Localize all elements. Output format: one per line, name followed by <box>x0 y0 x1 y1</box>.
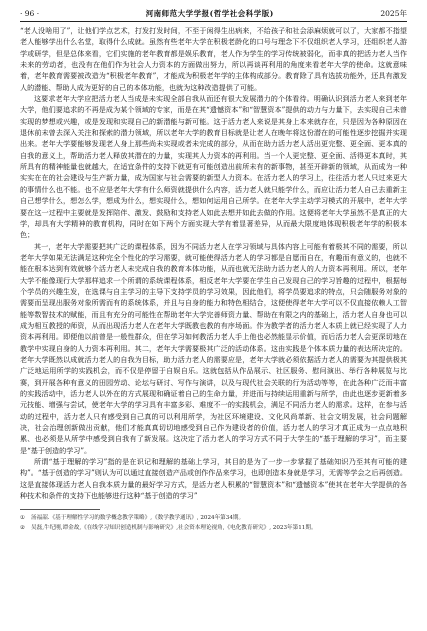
footnote-divider <box>20 509 100 510</box>
paragraph: 其一，老年大学需要把其广泛的课程体系，因为不同活力老人在学习领域与具体内容上可能有着极其不同的需要，所以老年大学如果无法满足这种完全个性化的学习需要，就可能使得活力老人的学习都是自愿而自在，有趣而有意义的，也就不能在根本达到有效就够个活力老人未完成自我的教育本体功能，从而也就无法助力活力老人的人力资本再利用。所以，老年大学不能像现行大学那样追求一个所谓的系统课程体系，相反老年大学要在学生自己发现自己的学习旨趣的过程中，根据每个学员的兴趣生发，在选课与自主学习的主导下支持学员的学习效果，因此他们，将学员要追求的特点，只会随服务对象的需要而呈现出服务对象所需而有的系统体系，并且与自身的能力和特色相结合，这便使得老年大学可以不仅直接依赖人工智能等数智技术的赋能，而且有充分的可能性在帮助老年大学完善师资力量、帮助在有限之内的基础上，活力老人自身也可以成为相互教授的师资，从而出现活力老人在老年大学既教也教的有序场面。作为教学者的活力老人本质上就已经实现了人力资本再利用。即便他以前曾是一般性群众，但在学习如何教活力老人手上他也必然能显示价值，而后活力老人会更深切地在教学中实现自身的人力资本再利用。其二，老年大学需要极其广泛的活动体系。这由实践是个体本质力量的表达所决定的。老年大学既然以成就活力老人的自我为目标，助力活力老人的需要应是，老年大学就必须依据活力老人的需要为其提供极其广泛地运用所学的实践机会，而不仅是停留于自娱自乐。这就包括从作品展示、社区服务、慰问演出、举行各种展览与比赛，到开展各种有意义的田园劳动、论坛与研讨、写作与演讲，以及与现代社会关联的行为活动等等，在此各种广泛而丰富的实践活动中，活力老人以外在的方式展现和确证着自己的生命力量，并进而与持续运用重新与所学，由此也逐步更新着多元技能、增强与尝试，使老年大学的学习具有丰富多彩、难度不一的实践机会，满足不同活力老人的需求。这样，在参与活动的过程中，活力老人只有感受到自己真的可以利用所学，为社区环境建设、文化风尚革新、社会文明发展，社会问题解决，社会治理创新做出贡献，他们才能真真切切地感受到自己作为建设者的价值，活力老人的学习才真正成为一点点地积累、也必须是从所学中感受到自我有了新发展。这决定了活力老人的学习方式不同于大学生的“基于理解的学习”，而主要是“基于创造的学习”。 <box>20 241 407 455</box>
paragraph: 所谓“基于理解的学习”指的是在识记和理解的基础上学习，其目的是为了一步一步掌握了基础知识乃至其有可能的建构”。“基于创造的学习”则认为可以通过直接创造产品或创作作品来学习，也即创造本身就是学习，无需等学会之后再创造。这是直接体现活力老人自我本质力量的最好学习方式，是活力老人积累的“智慧资本”和“遗憾资本”使其在老年大学提供的各种技术和条件的支持下也能够进行这种“基于创造的学习” <box>20 457 407 501</box>
footnote-text: 汤福韶.《基于理解性学习的数学概念教学策略》,《数学教学通讯》, 2024年第34期。 <box>31 515 245 522</box>
footnote <box>20 523 407 533</box>
paragraph: 这要求老年大学应把活力老人当成是未实现全部自我从而还有很大发展潜力的个体看待。明确认识到活力老人来到老年大学，他们要追求的不再是成为某个领域的专家，而是在其“遗憾资本”和“智慧资本”提供的动力与力量下，去实现自己未曾实现的梦想或兴趣，或是发现和实现自己的新潜能与新可能。这于活力老人来说是其身上本来就存在，只是因为各种原因在退休前未曾去深入关注和探索的潜力领域，所以老年大学的教育目标就是让老人在晚年将这份潜在的可能性逐步挖掘并实现出来。老年大学要能够发现老人身上那些尚未实现或者未完成的部分，从而在助力活力老人活出更完整、更全面、更本真的自我的意义上，帮助活力老人释放其潜在的力量，实现其人力资本的再利用。当一个人更完整、更全面、活得更本真时，其所具有的精神能量也就越大，在适宜条件的支持下就更有可能创造出前所未有的新事物，甚至开辟新的领域，从而成为一种实实在在的社会建设与生产新力量，成为国家与社会需要的新型人力资本。在活力老人的学习上，往往活力老人只过来更大的事情什么也不能。也不应是老年大学有什么师资就提供什么内容，活力老人就只能学什么，而应让活力老人自己去重新主自己想学什么，想怎么学，想成为什么，想实现什么，想如何运用自己所学。在老年大学主动学习模式的开展中，老年大学要在这一过程中主要就是发挥陪伴、激发、鼓励和支持老人如此去想并如此去做的作用。这便将老年大学虽然不是真正的大学，却具有大学精神的教育机构，同时在如下两个方面实现大学有着显著差异，从而最大限度地体现积极老年学的积极本色； <box>20 94 407 240</box>
article-body <box>20 25 407 501</box>
footnote <box>20 513 407 523</box>
running-header <box>20 8 407 20</box>
publication-year: 2025年 <box>380 9 407 18</box>
journal-title: 河南师范大学学报(哲学社会科学版) <box>145 9 274 18</box>
footnote-number: ① <box>20 515 26 522</box>
footnote-text: 吴磊,牛纪刚,谭金故,《在线学习知识创造机制与影响研究》,社会资本理论视角,《电化教育研究》, 2023年第11期。 <box>31 525 317 532</box>
footnote-number: ② <box>20 525 26 532</box>
header-divider <box>20 21 407 22</box>
footnotes <box>20 513 407 533</box>
paragraph: “老人没啥用了”，让他们学点艺术，打发打发时间，不至于闲得生出病来，不给孩子和社会添麻烦就可以了，大家都不指望老人能够学出什么名堂，取得什么成就。虽然有些老年大学在积极老龄化的口号与理念下不仅组织老人学习，还组织老人游学或研学，但是总体来看，它们实施的老年教育都是娱乐教育，老人作为学生的学习传统被弱化，而非真的把活力老人当作未来的劳动者，也没有在他们作为社会人力资本的方面做出努力，所以再谈再利用的角度来看老年大学的使命。这就意味着，老年教育需要被改造为“积极老年教育”，才能成为积极老年学的主体构成部分。教育除了具有选拔功能外，还具有激发人的潜能、帮助人成为更好的自己的本体功能，也就为这种改造提供了可能。 <box>20 26 407 92</box>
page-number: · 96 · <box>20 9 40 18</box>
